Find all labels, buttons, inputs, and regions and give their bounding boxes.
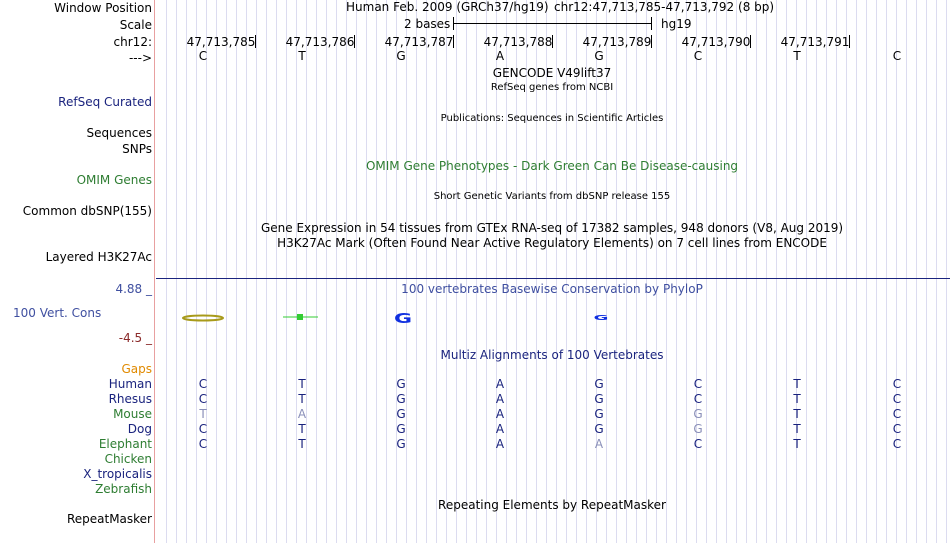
sequence-base: C [892, 49, 902, 63]
alignment-base: A [495, 422, 505, 436]
sequence-base: C [693, 49, 703, 63]
track-label-snps[interactable]: SNPs [122, 142, 152, 156]
track-label-sequences[interactable]: Sequences [86, 126, 152, 140]
alignment-base: T [298, 437, 306, 451]
alignment-base: T [793, 437, 801, 451]
refseq-track-desc: RefSeq genes from NCBI [490, 82, 614, 93]
alignment-base: A [297, 407, 307, 421]
dbsnp-track-desc: Short Genetic Variants from dbSNP release 155 [433, 191, 671, 202]
alignment-base: C [198, 422, 208, 436]
alignment-base: A [495, 407, 505, 421]
sequence-base: G [396, 49, 406, 63]
ruler-coordinate: 47,713,787 [384, 35, 454, 49]
alignment-base: G [396, 392, 406, 406]
sequence-base: G [594, 49, 604, 63]
alignment-base: C [693, 377, 703, 391]
gtex-track-desc: Gene Expression in 54 tissues from GTEx RNA-seq of 17382 samples, 948 donors (V8, Aug 2019) [260, 221, 844, 235]
alignment-base: T [793, 422, 801, 436]
species-label-chicken[interactable]: Chicken [104, 452, 152, 466]
alignment-base: A [495, 437, 505, 451]
scale-text: 2 bases [404, 17, 451, 31]
alignment-base: C [892, 437, 902, 451]
alignment-base: G [693, 407, 703, 421]
alignment-base: C [892, 407, 902, 421]
alignment-base: A [495, 377, 505, 391]
window-position-label: Window Position [54, 1, 152, 15]
track-label-layered-h3k27ac[interactable]: Layered H3K27Ac [45, 250, 152, 264]
sequence-base: T [793, 49, 801, 63]
alignment-base: G [594, 422, 604, 436]
alignment-base: C [892, 422, 902, 436]
alignment-base: C [198, 377, 208, 391]
cons-max-value: 4.88 _ [115, 282, 152, 296]
svg-text:G: G [393, 311, 413, 327]
track-label-refseq[interactable]: RefSeq Curated [58, 95, 152, 109]
alignment-base: G [594, 407, 604, 421]
track-label-vert-cons[interactable]: 100 Vert. Cons [13, 306, 102, 320]
cons-min-value: -4.5 _ [118, 331, 152, 345]
assembly-title: Human Feb. 2009 (GRCh37/hg19) [346, 0, 549, 14]
alignment-base: C [693, 392, 703, 406]
phylop-track-desc: 100 vertebrates Basewise Conservation by PhyloP [401, 282, 703, 296]
species-label-zebrafish[interactable]: Zebrafish [95, 482, 152, 496]
gencode-track-title[interactable]: GENCODE V49lift37 [492, 66, 612, 80]
species-label-elephant[interactable]: Elephant [98, 437, 152, 451]
alignment-base: C [198, 392, 208, 406]
alignment-base: C [892, 377, 902, 391]
multiz-track-desc: Multiz Alignments of 100 Vertebrates [440, 348, 664, 362]
ruler-coordinate: 47,713,791 [780, 35, 850, 49]
species-label-x_tropicalis[interactable]: X_tropicalis [83, 467, 152, 481]
species-label-human[interactable]: Human [108, 377, 152, 391]
alignment-base: T [199, 407, 207, 421]
alignment-base: G [693, 422, 703, 436]
species-label-rhesus[interactable]: Rhesus [108, 392, 152, 406]
logo-g-mark [394, 311, 412, 326]
alignment-base: T [793, 407, 801, 421]
alignment-base: G [594, 377, 604, 391]
h3k27ac-track-desc: H3K27Ac Mark (Often Found Near Active Regulatory Elements) on 7 cell lines from ENCODE [277, 236, 827, 250]
species-label-dog[interactable]: Dog [127, 422, 152, 436]
alignment-base: G [594, 392, 604, 406]
alignment-base: G [396, 437, 406, 451]
omim-track-desc: OMIM Gene Phenotypes - Dark Green Can Be Disease-causing [365, 159, 739, 173]
repeatmasker-track-desc: Repeating Elements by RepeatMasker [438, 498, 666, 512]
logo-g-small-mark [594, 314, 609, 322]
alignment-base: A [495, 392, 505, 406]
ruler-coordinate: 47,713,789 [582, 35, 652, 49]
alignment-base: T [793, 392, 801, 406]
track-label-omim[interactable]: OMIM Genes [76, 173, 152, 187]
alignment-base: T [793, 377, 801, 391]
alignment-base: G [396, 422, 406, 436]
alignment-base: C [693, 437, 703, 451]
alignment-base: C [892, 392, 902, 406]
alignment-base: T [298, 377, 306, 391]
db-text: hg19 [661, 17, 692, 31]
sequence-base: C [198, 49, 208, 63]
track-label-common-dbsnp[interactable]: Common dbSNP(155) [22, 204, 152, 218]
sequence-base: T [298, 49, 306, 63]
ruler-coordinate: 47,713,790 [681, 35, 751, 49]
alignment-base: G [396, 377, 406, 391]
logo-t-mark [283, 314, 318, 320]
position-text[interactable]: chr12:47,713,785-47,713,792 (8 bp) [554, 0, 775, 14]
ruler-coordinate: 47,713,785 [186, 35, 256, 49]
sequence-base: A [495, 49, 505, 63]
alignment-base: T [298, 422, 306, 436]
logo-c-ellipse [183, 316, 223, 321]
alignment-base: G [396, 407, 406, 421]
strand-label: ---> [128, 51, 152, 65]
ruler-coordinate: 47,713,788 [483, 35, 553, 49]
scale-label: Scale [119, 18, 152, 32]
publications-track-desc: Publications: Sequences in Scientific Articles [440, 113, 664, 124]
ruler-coordinate: 47,713,786 [285, 35, 355, 49]
track-label-gaps[interactable]: Gaps [121, 362, 152, 376]
alignment-base: A [594, 437, 604, 451]
track-label-repeatmasker[interactable]: RepeatMasker [66, 512, 152, 526]
alignment-base: C [198, 437, 208, 451]
chrom-label: chr12: [113, 35, 152, 49]
svg-text:G: G [593, 313, 609, 323]
species-label-mouse[interactable]: Mouse [113, 407, 152, 421]
alignment-base: T [298, 392, 306, 406]
